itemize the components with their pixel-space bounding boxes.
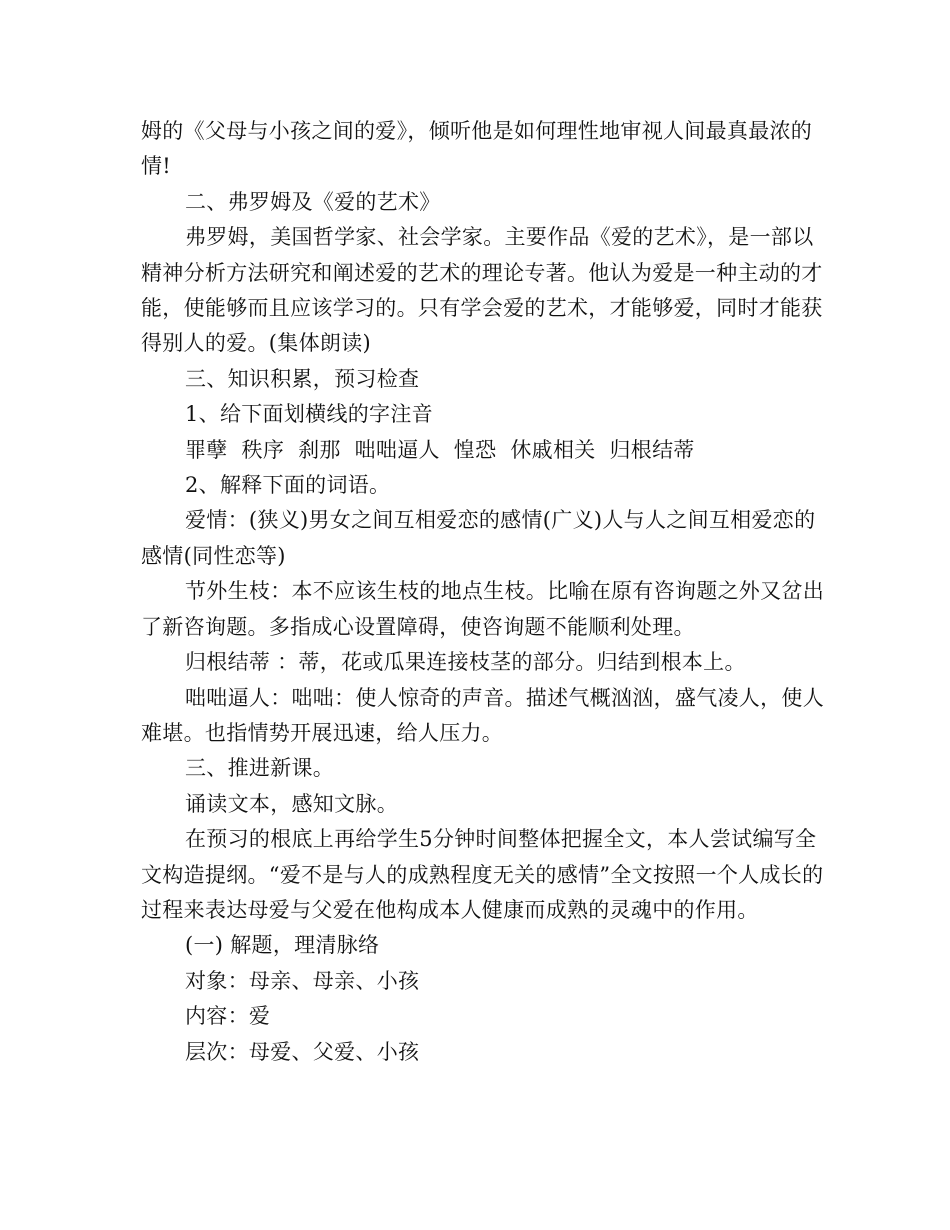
section-heading: 三、知识积累，预习检查 bbox=[185, 366, 420, 391]
definition: 咄咄逼人：咄咄：使人惊奇的声音。描述气概汹汹，盛气凌人，使人难堪。也指情势开展迅速，给人压力。 bbox=[141, 685, 824, 745]
paragraph: 在预习的根底上再给学生5分钟时间整体把握全文，本人尝试编写全文构造提纲。“爱不是与人的成熟程度无关的感情”全文按照一个人成长的过程来表达母爱与父爱在他构成本人健康而成熟的灵魂中的作用。 bbox=[141, 827, 824, 922]
section-heading: 二、弗罗姆及《爱的艺术》 bbox=[185, 189, 441, 214]
definition: 归根结蒂 ：蒂，花或瓜果连接枝茎的部分。归结到根本上。 bbox=[185, 650, 746, 675]
paragraph: 弗罗姆，美国哲学家、社会学家。主要作品《爱的艺术》，是一部以精神分析方法研究和阐述爱的艺术的理论专著。他认为爱是一种主动的才能，使能够而且应该学习的。只有学会爱的艺术，才能够爱，同时才能获得别人的爱。(集体朗读) bbox=[141, 225, 823, 356]
paragraph: 诵读文本，感知文脉。 bbox=[185, 791, 398, 816]
word-list: 罪孽 秩序 刹那 咄咄逼人 惶恐 休戚相关 归根结蒂 bbox=[185, 437, 695, 462]
document-page bbox=[141, 114, 825, 1070]
definition: 爱情：(狭义)男女之间互相爱恋的感情(广义)人与人之间互相爱恋的感情(同性恋等) bbox=[141, 508, 816, 568]
section-heading: 三、推进新课。 bbox=[185, 756, 335, 781]
list-item: 2、解释下面的词语。 bbox=[185, 473, 391, 498]
list-item: 1、给下面划横线的字注音 bbox=[185, 402, 433, 427]
definition: 节外生枝：本不应该生枝的地点生枝。比喻在原有咨询题之外又岔出了新咨询题。多指成心设置障碍，使咨询题不能顺利处理。 bbox=[141, 579, 824, 639]
subsection-heading: (一) 解题，理清脉络 bbox=[185, 933, 380, 958]
outline-item: 内容：爱 bbox=[185, 1004, 271, 1029]
paragraph: 姆的《父母与小孩之间的爱》，倾听他是如何理性地审视人间最真最浓的情! bbox=[141, 119, 813, 179]
outline-item: 对象：母亲、母亲、小孩 bbox=[185, 968, 420, 993]
outline-item: 层次：母爱、父爱、小孩 bbox=[185, 1039, 420, 1064]
